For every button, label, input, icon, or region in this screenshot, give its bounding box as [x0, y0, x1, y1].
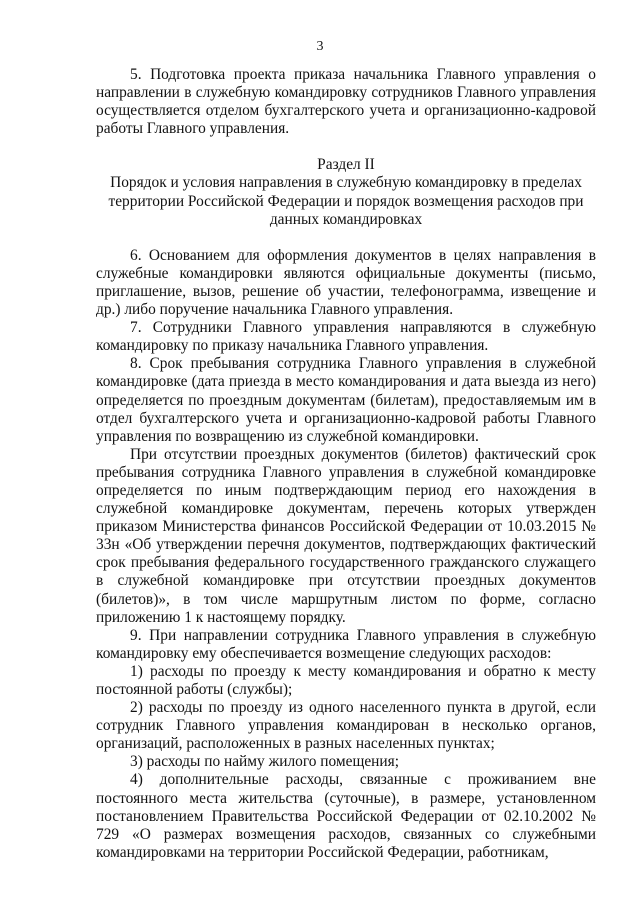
paragraph-8-continued: При отсутствии проездных документов (билетов) фактический срок пребывания сотрудника Главного управления в служебной командировке определяется по иным подтверждающим период его нахождения в служебной командировке документам, перечень которых утвержден приказом Министерства финансов Российской Федерации от 10.03.2015 № 33н «Об утверждении перечня документов, подтверждающих фактический срок пребывания федерального государственного гражданского служащего в служебной командировке при отсутствии проездных документов (билетов)», в том числе маршрутным листом по форме, согласно приложению 1 к настоящему порядку.	[96, 445, 596, 626]
paragraph-5: 5. Подготовка проекта приказа начальника Главного управления о направлении в служебную командировку сотрудников Главного управления осуществляется отделом бухгалтерского учета и организационно-кадровой работы Главного управления.	[96, 66, 596, 138]
section-title: Раздел II	[317, 156, 375, 174]
list-item-2: 2) расходы по проезду из одного населенного пункта в другой, если сотрудник Главного управления командирован в несколько органов, организаций, расположенных в разных населенных пунктах;	[96, 699, 596, 753]
document-body	[96, 66, 596, 862]
paragraph-9: 9. При направлении сотрудника Главного управления в служебную командировку ему обеспечивается возмещение следующих расходов:	[96, 626, 596, 662]
section-subtitle: Порядок и условия направления в служебную командировку в пределах территории Российской Федерации и порядок возмещения расходов при данных командировках	[108, 174, 584, 228]
list-item-3: 3) расходы по найму жилого помещения;	[130, 753, 400, 771]
paragraph-6: 6. Основанием для оформления документов в целях направления в служебные командировки являются официальные документы (письмо, приглашение, вызов, решение об участии, телефонограмма, извещение и др.) либо поручение начальника Главного управления.	[96, 246, 596, 319]
paragraph-8: 8. Срок пребывания сотрудника Главного управления в служебной командировке (дата приезда в место командирования и дата выезда из него) определяется по проездным документам (билетам), предоставляемым им в отдел бухгалтерского учета и организационно-кадровой работы Главного управления по возвращению из служебной командировки.	[96, 355, 596, 445]
list-item-4: 4) дополнительные расходы, связанные с проживанием вне постоянного места жительства (суточные), в размере, установленном постановлением Правительства Российской Федерации от 02.10.2002 № 729 «О размерах возмещения расходов, связанных со служебными командировками на территории Российской Федерации, работникам,	[96, 771, 596, 861]
list-item-1: 1) расходы по проезду к месту командирования и обратно к месту постоянной работы (службы);	[96, 662, 596, 698]
paragraph-7: 7. Сотрудники Главного управления направляются в служебную командировку по приказу начальника Главного управления.	[96, 319, 596, 355]
page-number: 3	[316, 39, 324, 54]
